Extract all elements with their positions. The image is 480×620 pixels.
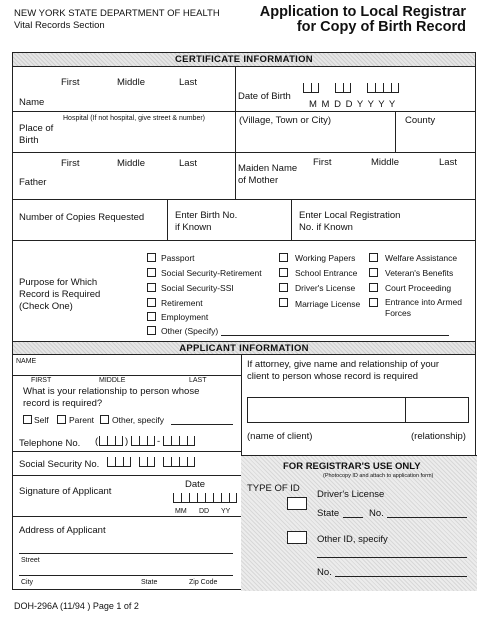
section-name: Vital Records Section	[14, 20, 105, 31]
registrar-note: (Photocopy ID and attach to application form)	[323, 473, 434, 479]
armed-forces-label-2: Forces	[385, 308, 411, 318]
client-relationship-label: (relationship)	[411, 431, 466, 442]
client-name-label: (name of client)	[247, 431, 313, 442]
department-name: NEW YORK STATE DEPARTMENT OF HEALTH	[14, 8, 220, 19]
attorney-instruction-2: client to person whose record is required	[247, 371, 419, 382]
employment-label: Employment	[161, 312, 209, 322]
other-relationship-label: Other, specify	[112, 415, 164, 425]
armed-forces-label: Entrance into Armed	[385, 297, 463, 307]
ssn-serial-boxes[interactable]	[163, 457, 195, 467]
father-first-label: First	[61, 158, 80, 169]
form-footer: DOH-296A (11/94 ) Page 1 of 2	[14, 601, 139, 611]
purpose-label: Purpose for Which	[19, 277, 98, 288]
other-purpose-checkbox[interactable]	[147, 326, 156, 335]
name-first-label: First	[61, 77, 80, 88]
street-label: Street	[21, 557, 40, 564]
purpose-label-3: (Check One)	[19, 301, 73, 312]
ss-ssi-checkbox[interactable]	[147, 283, 156, 292]
address-label: Address of Applicant	[19, 525, 106, 536]
drivers-license-checkbox[interactable]	[279, 283, 288, 292]
ssn-area-boxes[interactable]	[107, 457, 131, 467]
client-info-box[interactable]	[247, 397, 469, 423]
ss-ssi-label: Social Security-SSI	[161, 283, 234, 293]
registrar-no-line[interactable]	[387, 517, 467, 518]
court-label: Court Proceeding	[385, 283, 452, 293]
form-title	[260, 5, 466, 35]
mother-last-label: Last	[439, 157, 457, 168]
name-label: Name	[19, 97, 45, 108]
maiden-name-label-2: of Mother	[238, 175, 279, 186]
other-purpose-label: Other (Specify)	[161, 326, 219, 336]
date-dd-label: DD	[199, 508, 210, 515]
other-relationship-line[interactable]	[171, 424, 233, 425]
marriage-license-checkbox[interactable]	[279, 298, 288, 307]
ssn-label: Social Security No.	[19, 459, 100, 470]
applicant-first-label: FIRST	[31, 377, 52, 384]
applicant-section-heading: APPLICANT INFORMATION	[13, 341, 475, 355]
type-of-id-label: TYPE OF ID	[247, 483, 300, 494]
telephone-area-boxes[interactable]	[99, 436, 123, 446]
name-last-label: Last	[179, 77, 197, 88]
dob-format-hint: M M D D Y Y Y Y	[309, 99, 397, 110]
local-registration-label: Enter Local Registration	[299, 210, 401, 221]
attorney-instruction: If attorney, give name and relationship of your	[247, 359, 440, 370]
applicant-last-label: LAST	[189, 377, 207, 384]
state-label: State	[141, 579, 158, 586]
registrar-other-id-label: Other ID, specify	[317, 534, 388, 545]
drivers-license-id-checkbox[interactable]	[287, 497, 307, 510]
retirement-checkbox[interactable]	[147, 298, 156, 307]
ss-retirement-label: Social Security-Retirement	[161, 268, 262, 278]
self-label: Self	[34, 415, 49, 425]
registrar-drivers-license-label: Driver's License	[317, 489, 385, 500]
purpose-label-2: Record is Required	[19, 289, 101, 300]
date-label: Date	[185, 479, 206, 490]
registrar-no2-line[interactable]	[335, 576, 467, 577]
father-last-label: Last	[179, 158, 197, 169]
zip-label: Zip Code	[189, 579, 218, 586]
local-registration-label-2: No. if Known	[299, 222, 353, 233]
other-id-checkbox[interactable]	[287, 531, 307, 544]
place-of-birth-label-2: Birth	[19, 135, 39, 146]
welfare-checkbox[interactable]	[369, 253, 378, 262]
registrar-state-label: State	[317, 508, 340, 519]
registrar-heading: FOR REGISTRAR'S USE ONLY	[283, 461, 421, 472]
application-form: CERTIFICATE INFORMATION First Middle Last Name Date of Birth M M D D Y Y Y Y Hospital (If not hospital, give street & number) Place of Birth (Village, Town or City) County First Middle Last Father Maiden Name of Mother First Middle Last Number of Copies Requested Enter Birth No. if Known Enter Local Registration No. if Known Purpose for Which Record is Required (Check One) Passport Social Security-Retirement Social Security-SSI Retirement Employment Other (Specify) Working Papers School Entrance Driver's License Marriage License Welfare Assistance Veteran's Benefits Court Proceeding Entrance into Armed Forces APPLICANT INFORMATION NAME FIRST MIDDLE LAST What is your relationship to person whose record is required? Self Parent Other, specify Telephone No. ( ) - Social Security No. Signature of Applicant Date MM DD YY Address of Applicant Street City State Zip Code If attorney, give name and relationship of your client to person whose record is required (name of client) (relationship) FOR REGISTRAR'S USE ONLY (Photocopy ID and attach to application form) TYPE OF ID Driver's License State No. Other ID, specify No.	[12, 52, 476, 590]
birth-no-label: Enter Birth No.	[175, 210, 238, 221]
hospital-hint: Hospital (If not hospital, give street & number)	[63, 115, 206, 122]
applicant-name-label: NAME	[16, 358, 37, 365]
relationship-question-2: record is required?	[23, 398, 103, 409]
registrar-other-id-line[interactable]	[317, 557, 467, 558]
village-label: (Village, Town or City)	[239, 115, 332, 126]
court-checkbox[interactable]	[369, 283, 378, 292]
date-yy-label: YY	[221, 508, 231, 515]
drivers-license-label: Driver's License	[295, 283, 356, 293]
passport-label: Passport	[161, 253, 195, 263]
working-papers-label: Working Papers	[295, 253, 356, 263]
date-of-birth-label: Date of Birth	[238, 91, 291, 102]
dob-day-boxes[interactable]	[335, 83, 351, 93]
father-label: Father	[19, 177, 47, 188]
telephone-prefix-boxes[interactable]	[131, 436, 155, 446]
birth-no-label-2: if Known	[175, 222, 212, 233]
working-papers-checkbox[interactable]	[279, 253, 288, 262]
school-entrance-checkbox[interactable]	[279, 268, 288, 277]
school-entrance-label: School Entrance	[295, 268, 358, 278]
signature-label: Signature of Applicant	[19, 486, 112, 497]
registrar-no2-label: No.	[317, 567, 332, 578]
other-relationship-checkbox[interactable]	[100, 415, 109, 424]
relationship-question: What is your relationship to person whose	[23, 386, 200, 397]
certificate-section-heading: CERTIFICATE INFORMATION	[13, 53, 475, 67]
applicant-middle-label: MIDDLE	[99, 377, 126, 384]
ss-retirement-checkbox[interactable]	[147, 268, 156, 277]
place-of-birth-label: Place of	[19, 123, 54, 134]
telephone-label: Telephone No.	[19, 438, 81, 449]
city-line[interactable]	[19, 575, 233, 576]
mother-first-label: First	[313, 157, 332, 168]
dob-year-boxes[interactable]	[367, 83, 399, 93]
father-middle-label: Middle	[117, 158, 145, 169]
header-left	[14, 8, 220, 32]
maiden-name-label: Maiden Name	[238, 163, 298, 174]
armed-forces-checkbox[interactable]	[369, 298, 378, 307]
passport-checkbox[interactable]	[147, 253, 156, 262]
street-line[interactable]	[19, 553, 233, 554]
date-mm-label: MM	[175, 508, 187, 515]
other-purpose-line[interactable]	[221, 335, 449, 336]
copies-label: Number of Copies Requested	[19, 212, 145, 223]
form-title-line1: Application to Local Registrar	[259, 4, 466, 20]
veterans-label: Veteran's Benefits	[385, 268, 454, 278]
veterans-checkbox[interactable]	[369, 268, 378, 277]
signature-date-boxes[interactable]	[173, 493, 237, 503]
welfare-label: Welfare Assistance	[385, 253, 458, 263]
parent-checkbox[interactable]	[57, 415, 66, 424]
ssn-group-boxes[interactable]	[139, 457, 155, 467]
self-checkbox[interactable]	[23, 415, 32, 424]
employment-checkbox[interactable]	[147, 312, 156, 321]
city-label: City	[21, 579, 34, 586]
registrar-no-label: No.	[369, 508, 384, 519]
name-middle-label: Middle	[117, 77, 145, 88]
mother-middle-label: Middle	[371, 157, 399, 168]
telephone-line-boxes[interactable]	[163, 436, 195, 446]
retirement-label: Retirement	[161, 298, 203, 308]
marriage-license-label: Marriage License	[295, 299, 361, 309]
parent-label: Parent	[69, 415, 95, 425]
dob-month-boxes[interactable]	[303, 83, 319, 93]
registrar-state-line[interactable]	[343, 517, 363, 518]
county-label: County	[405, 115, 436, 126]
form-title-line2: for Copy of Birth Record	[296, 19, 466, 35]
